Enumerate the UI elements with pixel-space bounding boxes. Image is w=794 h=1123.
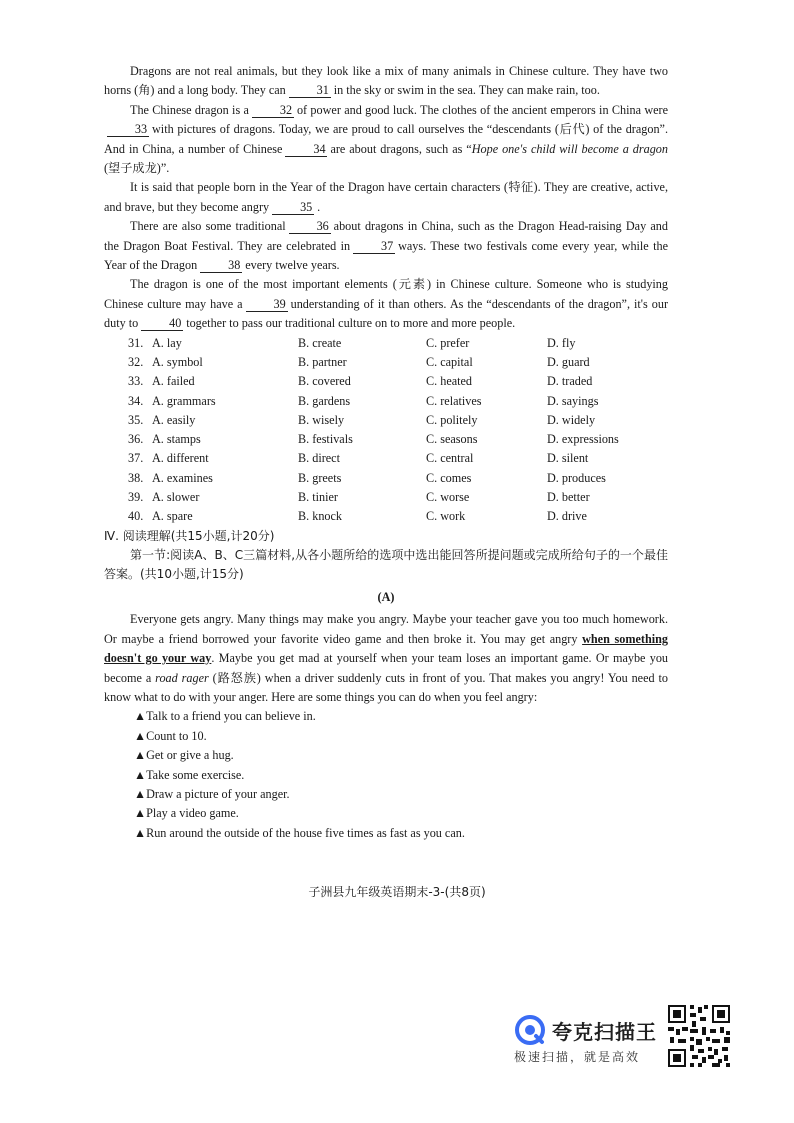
option-b: B. covered	[298, 374, 351, 389]
question-number: 40.	[128, 509, 144, 524]
option-a: A. different	[152, 451, 209, 466]
option-a: A. spare	[152, 509, 193, 524]
content	[104, 62, 668, 843]
option-d: D. silent	[547, 451, 589, 466]
question-number: 34.	[128, 393, 144, 408]
underlined-phrase: when something doesn't go your way	[104, 631, 668, 666]
text: are about dragons, such as “	[330, 141, 472, 156]
question-number: 36.	[128, 432, 144, 447]
options-list	[104, 334, 668, 527]
option-row	[104, 392, 668, 411]
option-a: A. stamps	[152, 432, 201, 447]
text: in the sky or swim in the sea. They can make rain, too.	[333, 83, 600, 98]
blank-32: 32	[252, 103, 294, 118]
option-b: B. wisely	[298, 412, 345, 427]
question-number: 33.	[128, 374, 144, 389]
option-row	[104, 411, 668, 430]
blank-31: 31	[289, 83, 331, 98]
text: every twelve years.	[245, 258, 340, 273]
text: . Maybe you get mad at yourself when your team loses an important game. Or maybe you become a	[104, 651, 669, 685]
section-title: Ⅳ. 阅读理解(共15小题,计20分)	[104, 528, 275, 543]
text: understanding of it than others. As the “descendants of the dragon”, it's our duty to	[104, 296, 669, 331]
text: Everyone gets angry. Many things may make you angry. Maybe your teacher gave you too much homework. Or maybe a friend borrowed your favorite video game and then broke it. You may get angry	[104, 612, 668, 646]
option-d: D. sayings	[547, 393, 599, 408]
scanner-watermark	[512, 1008, 672, 1068]
text: (路怒族) when a driver suddenly cuts in front of you. That makes you angry! You need to know what to do with your anger. Here are some things you can do when you feel angry:	[104, 670, 668, 704]
part-label: (A)	[377, 589, 395, 604]
option-a: A. lay	[152, 335, 182, 350]
bullet-item: ▲Get or give a hug.	[134, 748, 234, 763]
bullet-item: ▲Count to 10.	[134, 728, 207, 743]
blank-40: 40	[141, 316, 183, 331]
blank-34: 34	[285, 142, 327, 157]
option-a: A. grammars	[152, 393, 216, 408]
option-row	[104, 449, 668, 468]
option-c: C. comes	[426, 470, 472, 485]
option-d: D. traded	[547, 374, 593, 389]
italic-term: road rager	[155, 670, 209, 685]
text: of power and good luck. The clothes of the ancient emperors in China were	[296, 102, 668, 117]
text: ways. These two festivals come every year, while the Year of the Dragon	[104, 238, 668, 273]
text: There are also some traditional	[130, 219, 286, 234]
option-d: D. guard	[547, 354, 590, 369]
option-c: C. seasons	[426, 432, 478, 447]
brand-name: 夸克扫描王	[552, 1020, 657, 1044]
option-b: B. knock	[298, 509, 343, 524]
text: together to pass our traditional culture on to more and more people.	[186, 316, 516, 331]
option-d: D. fly	[547, 335, 576, 350]
text: Dragons are not real animals, but they look like a mix of many animals in Chinese culture. They have two horns (角) and a long body. They can	[104, 64, 668, 98]
blank-39: 39	[246, 297, 288, 312]
option-d: D. better	[547, 490, 590, 505]
text: about dragons in China, such as the Dragon Head-raising Day and the Dragon Boat Festival. They are celebrated in	[104, 219, 668, 253]
brand-slogan: 极速扫描，就是高效	[514, 1050, 641, 1064]
option-c: C. capital	[426, 354, 473, 369]
option-a: A. examines	[152, 470, 213, 485]
option-d: D. expressions	[547, 432, 619, 447]
option-row	[104, 372, 668, 391]
option-d: D. widely	[547, 412, 596, 427]
text: The dragon is one of the most important elements (元素) in Chinese culture. Someone who is studying Chinese culture may have a	[104, 277, 668, 311]
option-row	[104, 488, 668, 507]
option-b: B. tinier	[298, 490, 338, 505]
qr-code-icon	[666, 1003, 732, 1069]
italic-saying: Hope one's child will become a dragon	[471, 141, 668, 156]
option-a: A. failed	[152, 374, 195, 389]
option-c: C. relatives	[426, 393, 482, 408]
option-b: B. direct	[298, 451, 340, 466]
question-number: 39.	[128, 490, 144, 505]
section-instruction: 第一节:阅读A、B、C三篇材料,从各小题所给的选项中选出能回答所提问题或完成所给句子的一个最佳答案。(共10小题,计15分)	[104, 548, 668, 582]
text: .	[317, 199, 321, 214]
option-c: C. central	[426, 451, 474, 466]
reading-passage-a	[104, 610, 668, 707]
option-a: A. slower	[152, 490, 200, 505]
paragraph-1	[104, 62, 668, 101]
blank-36: 36	[289, 219, 331, 234]
option-row	[104, 507, 668, 526]
question-number: 38.	[128, 470, 144, 485]
option-row	[104, 430, 668, 449]
paragraph-4	[104, 217, 668, 275]
blank-37: 37	[353, 239, 395, 254]
option-b: B. gardens	[298, 393, 351, 408]
option-c: C. work	[426, 509, 466, 524]
text: It is said that people born in the Year of the Dragon have certain characters (特征). They are creative, active, and brave, but they become angry	[104, 180, 668, 214]
option-c: C. heated	[426, 374, 473, 389]
option-b: B. festivals	[298, 432, 353, 447]
question-number: 31.	[128, 335, 144, 350]
option-b: B. partner	[298, 354, 347, 369]
question-number: 37.	[128, 451, 144, 466]
bullet-item: ▲Run around the outside of the house five times as fast as you can.	[134, 825, 465, 840]
paragraph-2	[104, 101, 668, 179]
text: with pictures of dragons. Today, we are proud to call ourselves the “descendants (后代) of the dragon”. And in China, a number of Chinese	[104, 122, 668, 156]
option-row	[104, 353, 668, 372]
blank-33: 33	[107, 122, 149, 137]
bullet-item: ▲Draw a picture of your anger.	[134, 786, 290, 801]
question-number: 32.	[128, 354, 144, 369]
bullet-item: ▲Play a video game.	[134, 806, 239, 821]
question-number: 35.	[128, 412, 144, 427]
option-b: B. greets	[298, 470, 342, 485]
text: The Chinese dragon is a	[130, 102, 249, 117]
bullet-item: ▲Talk to a friend you can believe in.	[134, 709, 316, 724]
option-a: A. easily	[152, 412, 196, 427]
page-footer: 子洲县九年级英语期末-3-(共8页)	[308, 885, 486, 899]
option-a: A. symbol	[152, 354, 203, 369]
blank-35: 35	[272, 200, 314, 215]
option-c: C. worse	[426, 490, 470, 505]
option-b: B. create	[298, 335, 342, 350]
text: (望子成龙)”.	[104, 161, 170, 176]
quark-logo-icon	[514, 1014, 546, 1046]
option-c: C. prefer	[426, 335, 470, 350]
option-c: C. politely	[426, 412, 478, 427]
blank-38: 38	[200, 258, 242, 273]
paragraph-5	[104, 275, 668, 333]
option-row	[104, 334, 668, 353]
option-d: D. produces	[547, 470, 606, 485]
paragraph-3	[104, 178, 668, 217]
bullet-item: ▲Take some exercise.	[134, 767, 245, 782]
option-row	[104, 469, 668, 488]
option-d: D. drive	[547, 509, 587, 524]
